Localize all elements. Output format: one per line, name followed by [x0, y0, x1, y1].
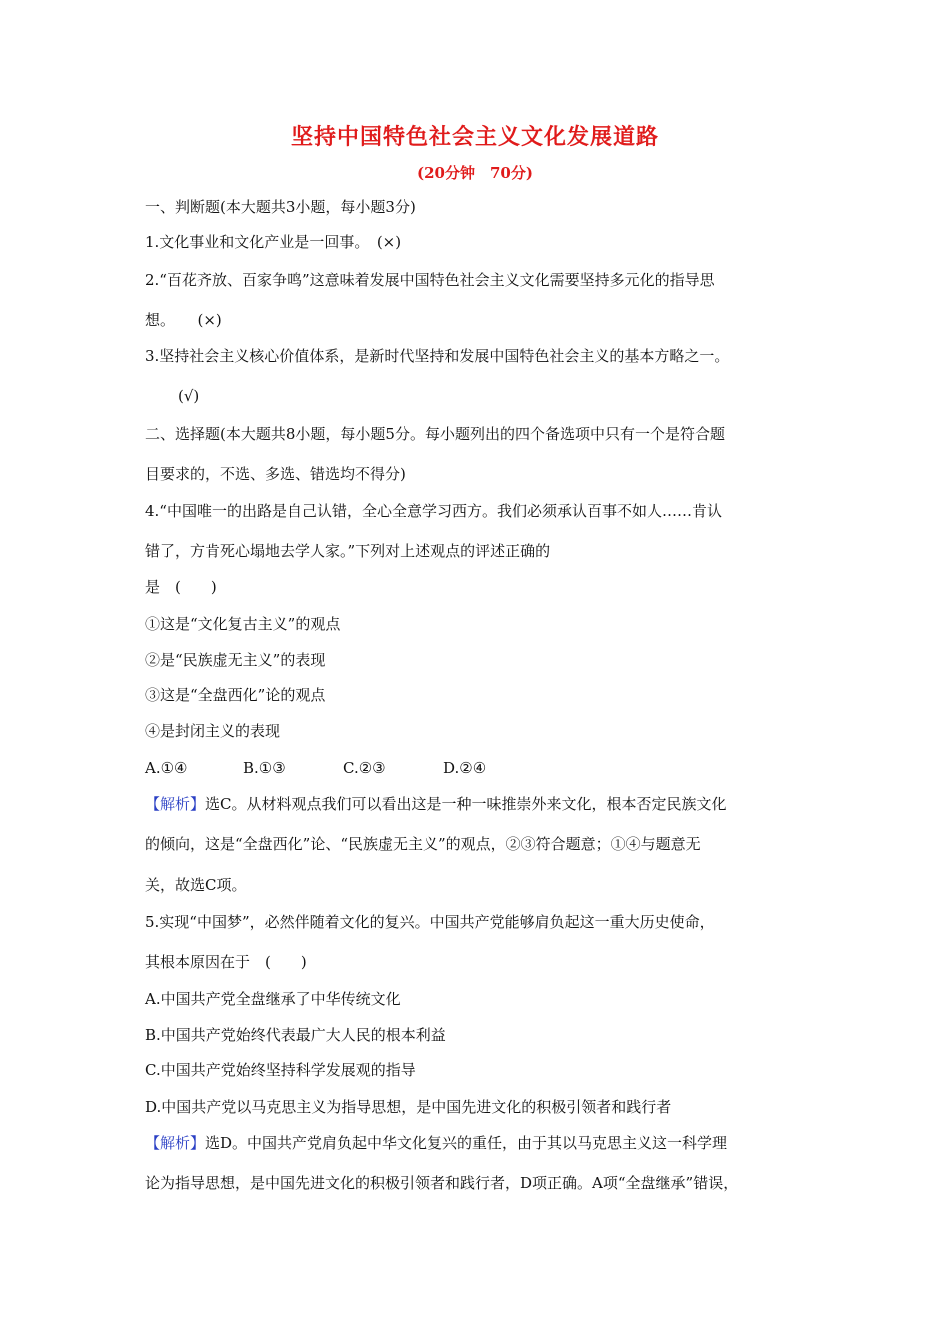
section1-heading: 一、判断题(本大题共3小题，每小题3分) [145, 198, 416, 216]
page-title: 坚持中国特色社会主义文化发展道路 [290, 124, 659, 150]
section2-heading-line2: 目要求的，不选、多选、错选均不得分) [145, 465, 406, 483]
question-4-line3: 是 ( ) [145, 578, 217, 596]
option-d: D.②④ [443, 759, 487, 777]
question-4-item2: ②是“民族虚无主义”的表现 [145, 651, 326, 669]
question-5-option-c: C.中国共产党始终坚持科学发展观的指导 [145, 1061, 416, 1079]
question-2-line1: 2.“百花齐放、百家争鸣”这意味着发展中国特色社会主义文化需要坚持多元化的指导思 [145, 271, 715, 289]
question-3-line2: (√) [178, 387, 200, 405]
question-1: 1.文化事业和文化产业是一回事。 (×) [145, 233, 402, 251]
analysis-text: 选C。从材料观点我们可以看出这是一种一味推崇外来文化，根本否定民族文化 [205, 795, 727, 813]
option-c: C.②③ [343, 759, 386, 777]
page-subtitle: (20分钟 70分) [417, 164, 533, 182]
question-5-analysis-line2: 论为指导思想，是中国先进文化的积极引领者和践行者，D项正确。A项“全盘继承”错误， [145, 1174, 739, 1192]
option-b: B.①③ [243, 759, 286, 777]
question-4-item1: ①这是“文化复古主义”的观点 [145, 615, 341, 633]
question-5-line2: 其根本原因在于 ( ) [145, 953, 307, 971]
question-4-analysis-line1 [145, 794, 727, 814]
question-5-option-d: D.中国共产党以马克思主义为指导思想，是中国先进文化的积极引领者和践行者 [145, 1098, 672, 1116]
question-4-item3: ③这是“全盘西化”论的观点 [145, 686, 326, 704]
question-4-line2: 错了，方肯死心塌地去学人家。”下列对上述观点的评述正确的 [145, 542, 551, 560]
question-4-line1: 4.“中国唯一的出路是自己认错，全心全意学习西方。我们必须承认百事不如人……肯认 [145, 502, 722, 520]
question-4-options [145, 758, 486, 778]
analysis-tag: 【解析】 [145, 1134, 206, 1152]
question-2-line2: 想。 (×) [145, 311, 222, 329]
question-4-analysis-line2: 的倾向，这是“全盘西化”论、“民族虚无主义”的观点，②③符合题意；①④与题意无 [145, 835, 701, 853]
analysis-tag: 【解析】 [145, 795, 206, 813]
question-4-item4: ④是封闭主义的表现 [145, 722, 281, 740]
question-5-option-b: B.中国共产党始终代表最广大人民的根本利益 [145, 1026, 446, 1044]
question-4-analysis-line3: 关，故选C项。 [145, 876, 247, 894]
option-a: A.①④ [145, 759, 188, 777]
question-5-analysis-line1 [145, 1133, 727, 1153]
question-5-option-a: A.中国共产党全盘继承了中华传统文化 [145, 990, 401, 1008]
analysis-text: 选D。中国共产党肩负起中华文化复兴的重任，由于其以马克思主义这一科学理 [205, 1134, 728, 1152]
question-5-line1: 5.实现“中国梦”，必然伴随着文化的复兴。中国共产党能够肩负起这一重大历史使命， [145, 913, 715, 931]
question-3-line1: 3.坚持社会主义核心价值体系，是新时代坚持和发展中国特色社会主义的基本方略之一。 [145, 347, 730, 365]
section2-heading-line1: 二、选择题(本大题共8小题，每小题5分。每小题列出的四个备选项中只有一个是符合题 [145, 425, 725, 443]
